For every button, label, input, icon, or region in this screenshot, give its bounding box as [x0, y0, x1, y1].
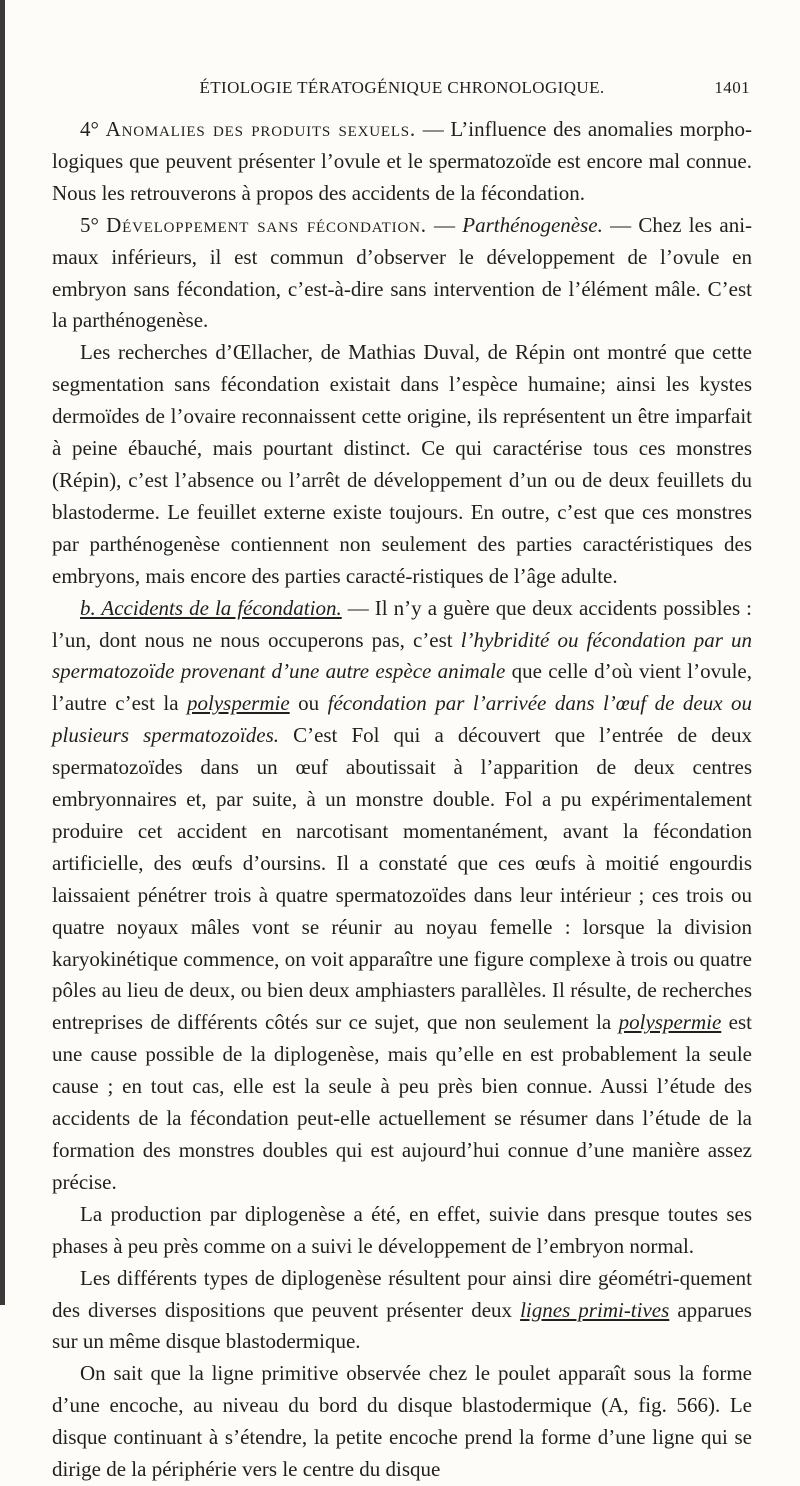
running-title: ÉTIOLOGIE TÉRATOGÉNIQUE CHRONOLOGIQUE.: [199, 78, 605, 97]
running-header: [52, 78, 752, 104]
paragraph-anomalies: 4° Anomalies des produits sexuels. — L’influence des anomalies morpho-logiques que peuvent présenter l’ovule et le spermatozoïde est encore mal connue. Nous les retrouverons à propos des accidents de la fécondation.: [52, 117, 752, 205]
body-text: [52, 114, 752, 1486]
section-heading: Anomalies des produits sexuels.: [105, 117, 416, 141]
paragraph-recherches: Les recherches d’Œllacher, de Mathias Duval, de Répin ont montré que cette segmentation sans fécondation existait dans l’espèce humaine; ainsi les kystes dermoïdes de l’ovaire reconnaissent cette origine, ils représentent un être imparfait à peine ébauché, mais pourtant distinct. Ce qui caractérise tous ces monstres (Répin), c’est l’absence ou l’arrêt de développement d’un ou de deux feuillets du blastoderme. Le feuillet externe existe toujours. En outre, c’est que ces monstres par parthénogenèse contiennent non seulement des parties caractéristiques des embryons, mais encore des parties caracté-ristiques de l’âge adulte.: [52, 340, 752, 588]
paragraph-types: Les différents types de diplogenèse résultent pour ainsi dire géométri-quement des diverses dispositions que peuvent présenter deux lignes primi-tives apparues sur un même disque blastodermique.: [52, 1265, 752, 1354]
emphasis: fécondation par l’arrivée dans l’œuf de deux ou plusieurs spermatozoïdes.: [52, 691, 753, 748]
section-heading: Développement sans fécondation.: [106, 212, 427, 237]
emphasis: polyspermie: [618, 1010, 722, 1035]
section-number: 4°: [80, 117, 99, 141]
paragraph-accidents: b. Accidents de la fécondation. — Il n’y a guère que deux accidents possibles : l’un, dont nous ne nous occuperons pas, c’est l’hybridité ou fécondation par un spermatozoïde provenant d’une autre espèce animale que celle d’où vient l’ovule, l’autre c’est la polyspermie ou fécondation par l’arrivée dans l’œuf de deux ou plusieurs spermatozoïdes. C’est Fol qui a découvert que l’entrée de deux spermatozoïdes dans un œuf aboutissait à l’apparition de deux centres embryonnaires et, par suite, à un monstre double. Fol a pu expérimentalement produire cet accident en narcotisant momentanément, avant la fécondation artificielle, des œufs d’oursins. Il a constaté que ces œufs à moitié engourdis laissaient pénétrer trois à quatre spermatozoïdes dans leur intérieur ; ces trois ou quatre noyaux mâles vont se réunir au noyau femelle : lorsque la division karyokinétique commence, on voit apparaître une figure complexe à trois ou quatre pôles au lieu de deux, ou bien deux amphiasters parallèles. Il résulte, de recherches entreprises de différents côtés sur ce sujet, que non seulement la polyspermie est une cause possible de la diplogenèse, mais qu’elle en est probablement la seule cause ; en tout cas, elle est la seule à peu près bien connue. Aussi l’étude des accidents de la fécondation peut-elle actuellement se résumer dans l’étude de la formation des monstres doubles qui est aujourd’hui connue d’une manière assez précise.: [52, 595, 753, 1194]
page-number: 1401: [714, 78, 750, 97]
emphasis: l’hybridité ou fécondation par un spermatozoïde provenant d’une autre espèce animale: [52, 627, 752, 684]
paragraph-ligne-primitive: On sait que la ligne primitive observée chez le poulet apparaît sous la forme d’une encoche, au niveau du bord du disque blastodermique (A, fig. 566). Le disque continuant à s’étendre, la petite encoche prend la forme d’une ligne qui se dirige de la périphérie vers le centre du disque: [52, 1361, 752, 1482]
book-page: [52, 78, 752, 1486]
section-number: 5°: [80, 212, 99, 237]
subsection-heading: Parthénogenèse.: [462, 212, 603, 237]
section-heading: b. Accidents de la fécondation.: [80, 595, 342, 620]
emphasis: polyspermie: [187, 691, 290, 716]
paragraph-production: La production par diplogenèse a été, en effet, suivie dans presque toutes ses phases à peu près comme on a suivi le développement de l’embryon normal.: [52, 1201, 752, 1258]
emphasis: lignes primi-tives: [520, 1297, 670, 1322]
paragraph-developpement: 5° Développement sans fécondation. — Parthénogenèse. — Chez les ani-maux inférieurs, il est commun d’observer le développement de l’ovule en embryon sans fécondation, c’est-à-dire sans intervention de l’élément mâle. C’est la parthénogenèse.: [52, 212, 753, 333]
page-left-edge: [0, 0, 5, 1305]
